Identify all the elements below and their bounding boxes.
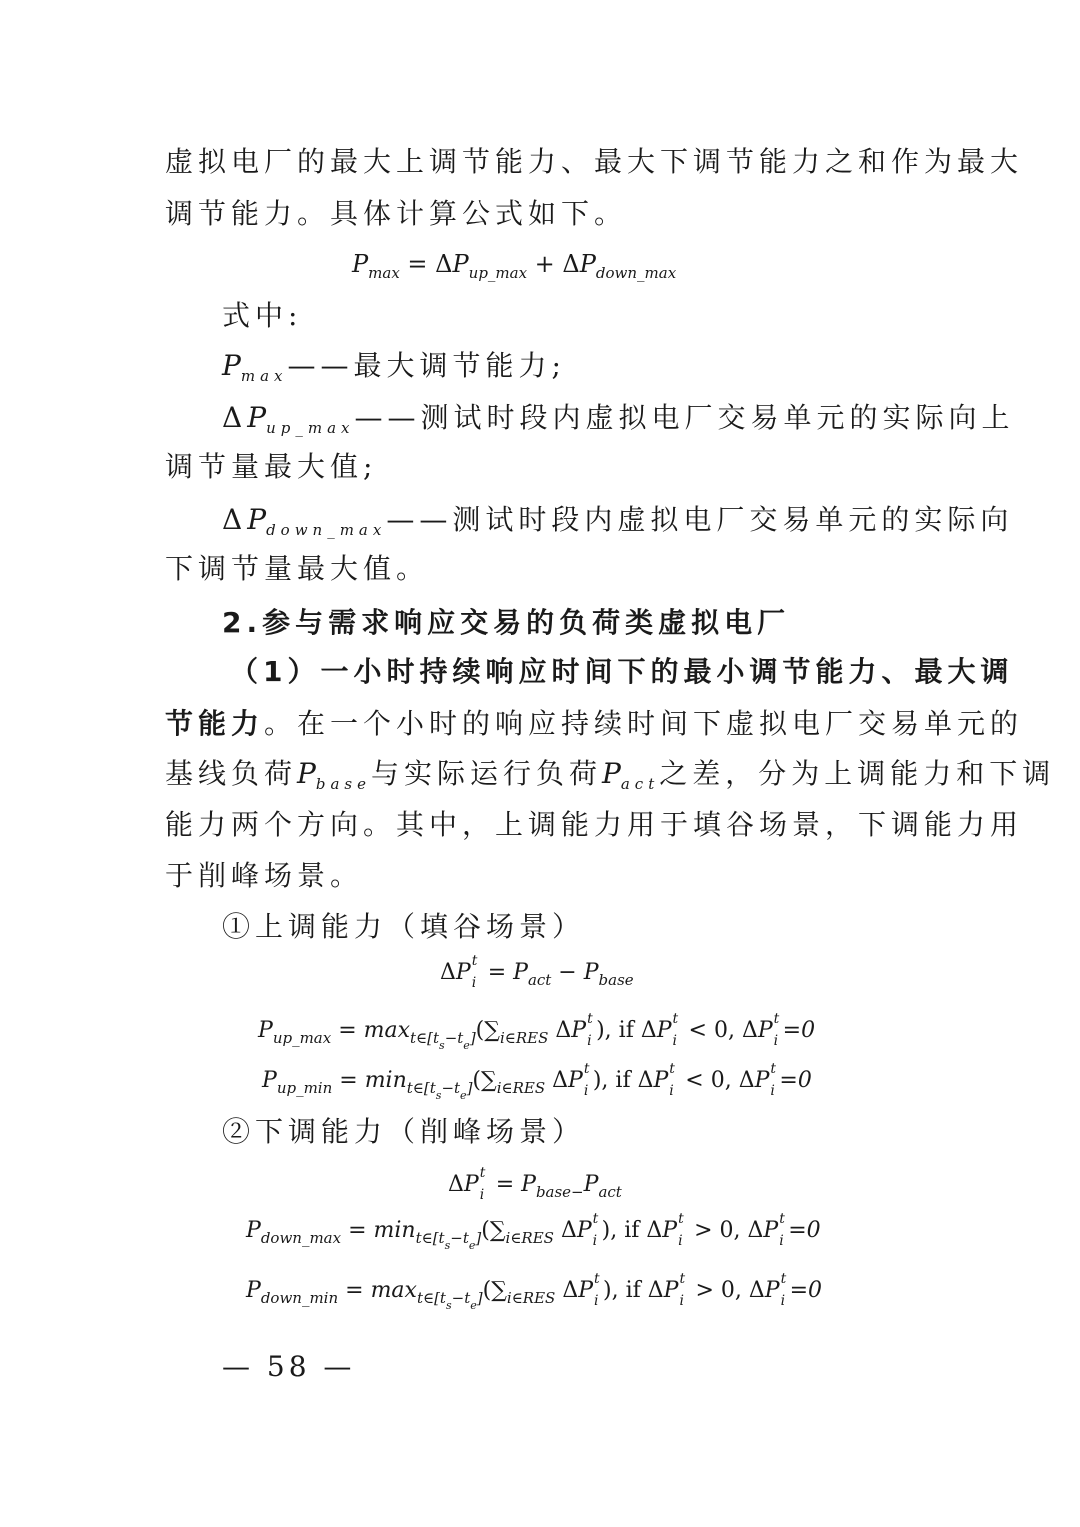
- formula-up-min: $P_{up\_min} = \min_{t\in[t_s-t_e]}(\sum_{i\in RES}$ ΔP t i ), if ΔP t i < 0, ΔP t i =0: [262, 1061, 812, 1102]
- formula-max-capacity: $P_{max} = \Delta P_{up\_max} + \Delta P_{down\_max}$: [352, 250, 677, 282]
- subsection-1-title: （1）一小时持续响应时间下的最小调节能力、最大调: [230, 655, 1014, 688]
- page-number: — 58 —: [222, 1350, 356, 1383]
- def-pmax: $P_{max}——$最大调节能力;: [222, 349, 566, 385]
- sub1-line1: [165, 704, 1024, 744]
- def-down-max: $\Delta P_{down\_max}——$测试时段内虚拟电厂交易单元的实际向: [222, 503, 1014, 539]
- formula-down-delta: ΔP t i = $P_{base-}P_{act}$: [448, 1165, 622, 1203]
- para1-line1: 虚拟电厂的最大上调节能力、最大下调节能力之和作为最大: [165, 145, 1024, 178]
- formula-down-max: $P_{down\_max} = \min_{t\in[t_s-t_e]}(\sum_{i\in RES}$ ΔP t i ), if ΔP t i > 0, ΔP t i =0: [246, 1211, 821, 1252]
- sub1-line4: 于削峰场景。: [165, 859, 364, 892]
- para1-line2: 调节能力。具体计算公式如下。: [165, 197, 628, 230]
- sub1-line2: 基线负荷$P_{base}$与实际运行负荷$P_{act}$之差，分为上调能力和下调: [165, 757, 1056, 793]
- formula-up-max: $P_{up\_max} = \max_{t\in[t_s-t_e]}(\sum_{i\in RES}$ ΔP t i ), if ΔP t i < 0, ΔP t i =0: [258, 1011, 816, 1052]
- def-up-max-cont: 调节量最大值;: [165, 450, 378, 483]
- def-pmax-text: ——最大调节能力;: [287, 349, 566, 382]
- sub1-line2-c: 之差，分为上调能力和下调: [659, 757, 1056, 790]
- sub1-bold-start: 节能力: [165, 707, 265, 740]
- sub1-line3: 能力两个方向。其中，上调能力用于填谷场景，下调能力用: [165, 808, 1024, 841]
- section-heading-2: 2.参与需求响应交易的负荷类虚拟电厂: [222, 606, 791, 639]
- sub1-line2-b: 与实际运行负荷: [370, 757, 602, 790]
- def-up-max-text: ——测试时段内虚拟电厂交易单元的实际向上: [354, 401, 1015, 434]
- formula-down-min: $P_{down\_min} = \max_{t\in[t_s-t_e]}(\sum_{i\in RES}$ ΔP t i ), if ΔP t i > 0, ΔP t i =0: [246, 1271, 823, 1312]
- sub1-line2-a: 基线负荷: [165, 757, 298, 790]
- down-capacity-label: ②下调能力（削峰场景）: [222, 1115, 586, 1148]
- where-label: 式中:: [222, 299, 303, 332]
- sub1-rest-line1: 。在一个小时的响应持续时间下虚拟电厂交易单元的: [264, 707, 1024, 740]
- def-down-max-text: ——测试时段内虚拟电厂交易单元的实际向: [386, 503, 1014, 536]
- def-down-max-cont: 下调节量最大值。: [165, 552, 430, 585]
- formula-up-delta: ΔP t i = $P_{act} - P_{base}$: [440, 953, 634, 991]
- def-up-max: $\Delta P_{up\_max}——$测试时段内虚拟电厂交易单元的实际向上: [222, 401, 1015, 437]
- up-capacity-label: ①上调能力（填谷场景）: [222, 910, 586, 943]
